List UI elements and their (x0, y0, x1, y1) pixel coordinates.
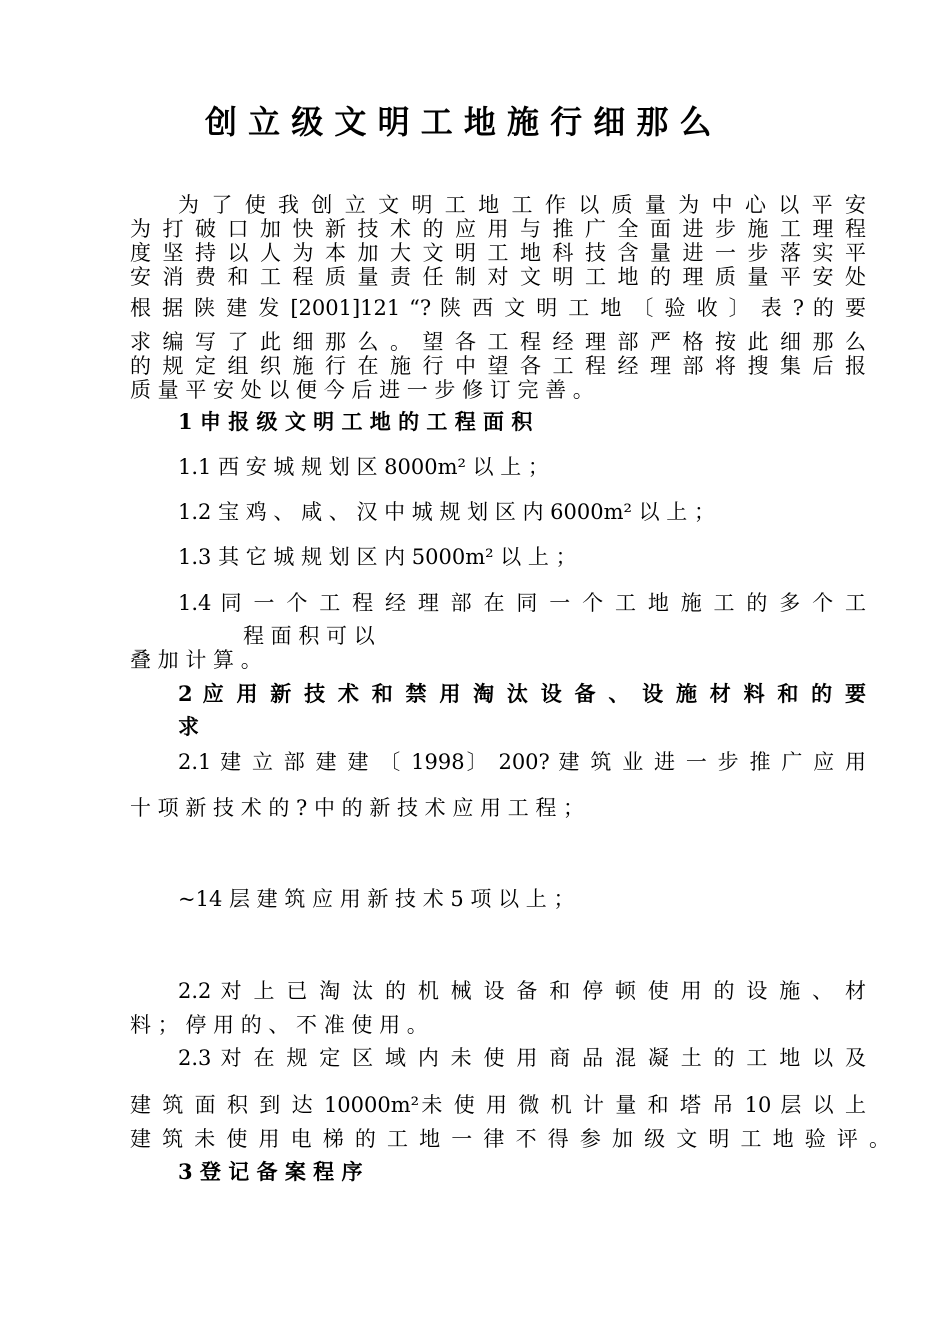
list-item-continuation: 程 面 积 可 以 (243, 624, 375, 648)
section-heading: 1 申 报 级 文 明 工 地 的 工 程 面 积 (178, 409, 533, 434)
paragraph-line: 十 项 新 技 术 的 ? 中 的 新 技 术 应 用 工 程 ； (130, 796, 585, 820)
paragraph-line: 为 了 使 我 创 立 文 明 工 地 工 作 以 质 量 为 中 心 以 平 安 (178, 193, 866, 217)
list-item: 1.2 宝 鸡 、 咸 、 汉 中 城 规 划 区 内 6000m² 以 上 ； (178, 500, 715, 524)
paragraph-line: 的 规 定 组 织 施 行 在 施 行 中 望 各 工 程 经 理 部 将 搜 集 后 报 (130, 354, 866, 378)
section-heading: 3 登 记 备 案 程 序 (178, 1159, 363, 1184)
paragraph-line: 料 ； 停 用 的 、 不 准 使 用 。 (130, 1013, 428, 1037)
paragraph-line: 质 量 平 安 处 以 便 今 后 进 一 步 修 订 完 善 。 (130, 378, 594, 402)
list-item: 2.2 对 上 已 淘 汰 的 机 械 设 备 和 停 顿 使 用 的 设 施 、 材 (178, 979, 866, 1003)
list-item: 2.3 对 在 规 定 区 域 内 未 使 用 商 品 混 凝 土 的 工 地 以 及 (178, 1046, 866, 1070)
paragraph-line: 为 打 破 口 加 快 新 技 术 的 应 用 与 推 广 全 面 进 步 施 工 理 程 (130, 217, 866, 241)
paragraph-line: 度 坚 持 以 人 为 本 加 大 文 明 工 地 科 技 含 量 进 一 步 落 实 平 (130, 241, 866, 265)
list-item: 1.3 其 它 城 规 划 区 内 5000m² 以 上 ； (178, 545, 577, 569)
list-item: 1.4 同 一 个 工 程 经 理 部 在 同 一 个 工 地 施 工 的 多 个 工 (178, 591, 866, 615)
list-item: 2.1 建 立 部 建 建 〔 1998〕 200? 建 筑 业 进 一 步 推 广 应 用 (178, 750, 866, 774)
list-item: 1.1 西 安 城 规 划 区 8000m² 以 上 ； (178, 455, 549, 479)
paragraph-line: 叠 加 计 算 。 (130, 648, 262, 672)
paragraph-line: 建 筑 未 使 用 电 梯 的 工 地 一 律 不 得 参 加 级 文 明 工 地 验 评 。 (130, 1127, 890, 1151)
paragraph-line: 建 筑 面 积 到 达 10000m²未 使 用 微 机 计 量 和 塔 吊 10 层 以 上 (130, 1093, 866, 1117)
list-item: ~14 层 建 筑 应 用 新 技 术 5 项 以 上 ； (178, 887, 575, 911)
document-title: 创 立 级 文 明 工 地 施 行 细 那 么 (205, 103, 712, 141)
section-heading-continuation: 求 (178, 714, 199, 739)
paragraph-line: 安 消 费 和 工 程 质 量 责 任 制 对 文 明 工 地 的 理 质 量 平 安 处 (130, 265, 866, 289)
paragraph-line: 根 据 陕 建 发 [2001]121 “? 陕 西 文 明 工 地 〔 验 收 〕 表 ? 的 要 (130, 296, 866, 320)
section-heading: 2 应 用 新 技 术 和 禁 用 淘 汰 设 备 、 设 施 材 料 和 的 要 (178, 682, 866, 706)
paragraph-line: 求 编 写 了 此 细 那 么 。 望 各 工 程 经 理 部 严 格 按 此 细 那 么 (130, 330, 866, 354)
